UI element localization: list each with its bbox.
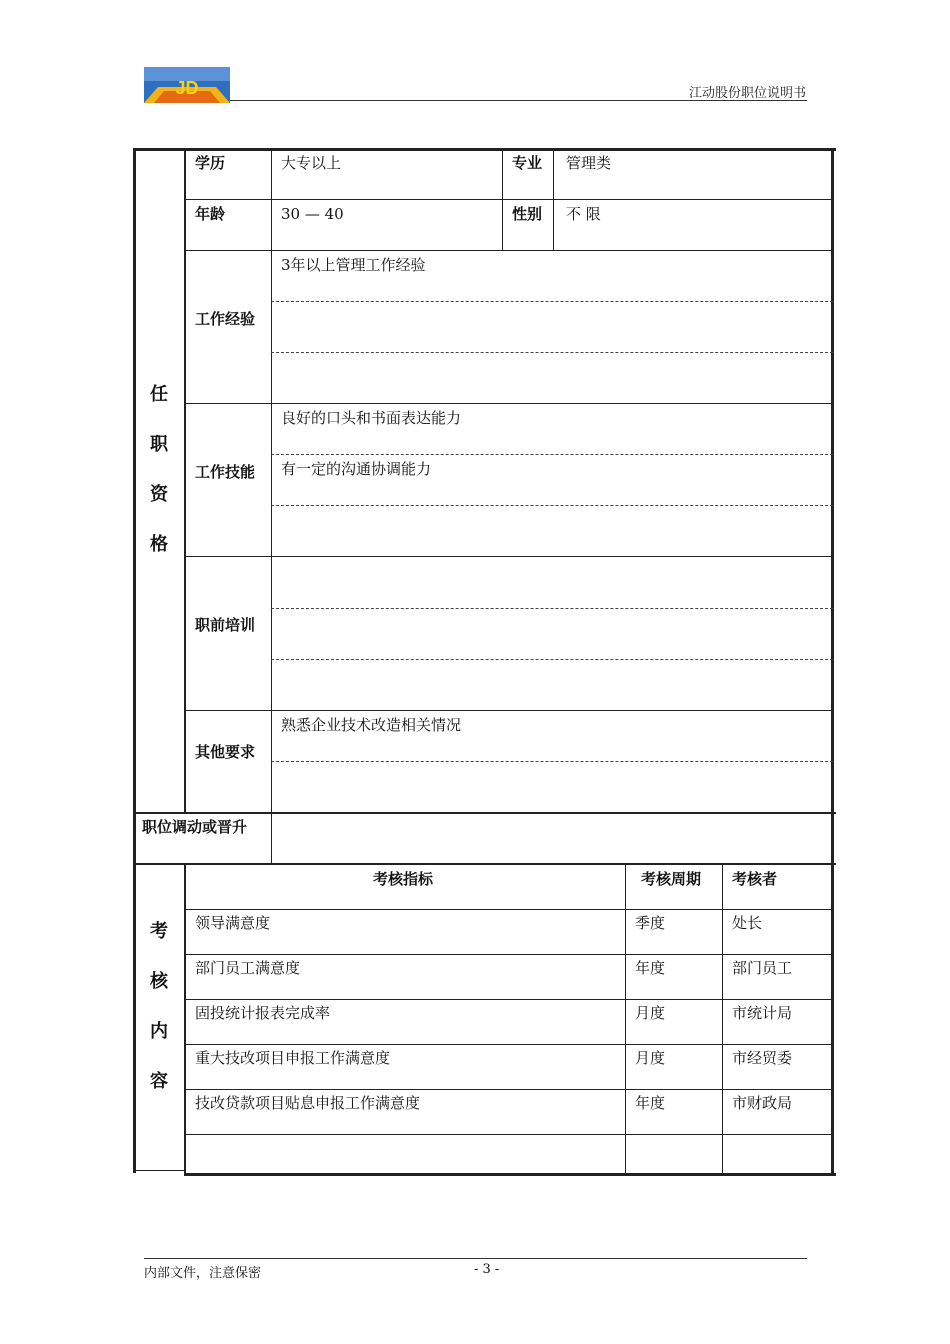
dash-line bbox=[271, 505, 833, 506]
footer-divider bbox=[144, 1258, 807, 1259]
assessor-cell: 处长 bbox=[732, 914, 763, 932]
skills-line: 良好的口头和书面表达能力 bbox=[281, 409, 462, 427]
age-value: 30 — 40 bbox=[281, 205, 344, 223]
dash-line bbox=[271, 608, 833, 609]
assessment-section-label: 考 核 内 容 bbox=[150, 921, 168, 1092]
assess-row-line bbox=[184, 1089, 834, 1090]
row-line bbox=[184, 710, 834, 711]
frame-bottom bbox=[184, 1173, 836, 1176]
frame-top bbox=[133, 148, 836, 151]
assess-col-divider bbox=[184, 864, 186, 1174]
experience-line: 3年以上管理工作经验 bbox=[281, 256, 426, 274]
assessor-cell: 市统计局 bbox=[732, 1004, 793, 1022]
row-line bbox=[184, 556, 834, 557]
major-label: 专业 bbox=[512, 154, 543, 172]
indicator-header: 考核指标 bbox=[373, 870, 434, 888]
skills-label: 工作技能 bbox=[195, 463, 256, 481]
job-description-form bbox=[133, 148, 836, 1176]
period-cell: 季度 bbox=[635, 914, 666, 932]
indicator-cell: 技改贷款项目贴息申报工作满意度 bbox=[195, 1094, 421, 1112]
assessor-header: 考核者 bbox=[732, 870, 778, 888]
period-cell: 年度 bbox=[635, 959, 666, 977]
row-line bbox=[133, 863, 836, 865]
indicator-cell: 领导满意度 bbox=[195, 914, 271, 932]
row-line bbox=[133, 812, 836, 814]
assessor-cell: 市经贸委 bbox=[732, 1049, 793, 1067]
company-logo bbox=[144, 67, 230, 103]
assess-row-line bbox=[184, 954, 834, 955]
period-header: 考核周期 bbox=[641, 870, 702, 888]
period-col-divider bbox=[625, 864, 626, 1176]
period-cell: 年度 bbox=[635, 1094, 666, 1112]
assessor-cell: 市财政局 bbox=[732, 1094, 793, 1112]
row-line bbox=[184, 199, 834, 200]
dash-line bbox=[271, 301, 833, 302]
confidential-note: 内部文件，注意保密 bbox=[144, 1266, 262, 1281]
svg-text:JD: JD bbox=[175, 78, 199, 98]
gender-label: 性别 bbox=[512, 205, 543, 223]
age-label: 年龄 bbox=[195, 205, 226, 223]
assessor-col-divider bbox=[722, 864, 723, 1176]
label-col-divider bbox=[271, 148, 272, 864]
qual-col-divider bbox=[184, 148, 186, 812]
period-cell: 月度 bbox=[635, 1049, 666, 1067]
skills-line: 有一定的沟通协调能力 bbox=[281, 460, 432, 478]
education-label: 学历 bbox=[195, 154, 226, 172]
dash-line bbox=[271, 761, 833, 762]
indicator-cell: 重大技改项目申报工作满意度 bbox=[195, 1049, 391, 1067]
experience-label: 工作经验 bbox=[195, 310, 256, 328]
assess-row-line bbox=[184, 999, 834, 1000]
assess-row-line bbox=[184, 1044, 834, 1045]
qualification-section-label: 任 职 资 格 bbox=[150, 384, 168, 555]
assess-row-line bbox=[184, 909, 834, 910]
page-number: - 3 - bbox=[474, 1262, 500, 1277]
education-value: 大专以上 bbox=[281, 154, 342, 172]
transfer-label: 职位调动或晋升 bbox=[142, 818, 248, 836]
other-requirements-line: 熟悉企业技术改造相关情况 bbox=[281, 716, 462, 734]
gender-value: 不 限 bbox=[566, 205, 601, 223]
assessor-cell: 部门员工 bbox=[732, 959, 793, 977]
indicator-cell: 固投统计报表完成率 bbox=[195, 1004, 331, 1022]
major-value: 管理类 bbox=[566, 154, 612, 172]
row-line bbox=[184, 403, 834, 404]
indicator-cell: 部门员工满意度 bbox=[195, 959, 301, 977]
dash-line bbox=[271, 659, 833, 660]
document-title: 江动股份职位说明书 bbox=[688, 86, 806, 101]
other-requirements-label: 其他要求 bbox=[195, 743, 256, 761]
period-cell: 月度 bbox=[635, 1004, 666, 1022]
frame-left bbox=[133, 148, 136, 1173]
row-line bbox=[184, 250, 834, 251]
frame-bottom-left bbox=[133, 1170, 185, 1171]
training-label: 职前培训 bbox=[195, 616, 256, 634]
frame-right bbox=[831, 148, 834, 1176]
assess-row-line bbox=[184, 1134, 834, 1135]
header-divider bbox=[230, 100, 807, 101]
dash-line bbox=[271, 454, 833, 455]
dash-line bbox=[271, 352, 833, 353]
